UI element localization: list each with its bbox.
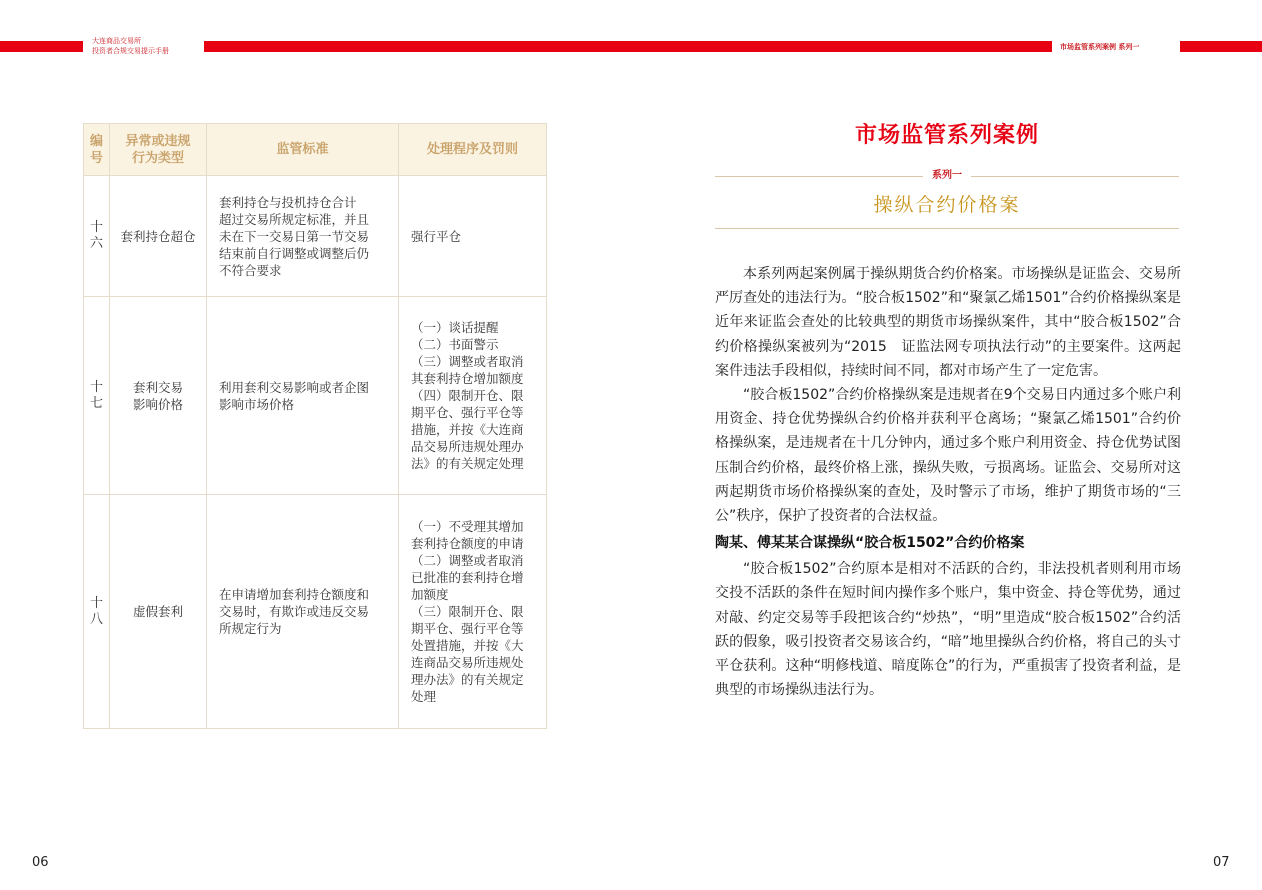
row-penalty-line: 期平仓、强行平仓等 bbox=[411, 621, 524, 636]
row-number-line: 八 bbox=[89, 611, 103, 627]
header-text-line: 行为类型 bbox=[131, 150, 184, 166]
row-violation-type-line: 虚假套利 bbox=[132, 604, 183, 619]
series-line-right bbox=[971, 176, 1179, 177]
row-standard bbox=[207, 297, 399, 495]
page-number-right: 07 bbox=[1213, 855, 1230, 870]
row-penalty-line: 处理 bbox=[411, 689, 437, 704]
header-text-line: 号 bbox=[89, 150, 103, 166]
page-number-left: 06 bbox=[32, 855, 49, 870]
page-title: 市场监管系列案例 bbox=[854, 123, 1039, 148]
row-penalty-line: （一）不受理其增加 bbox=[411, 519, 524, 534]
row-violation-type bbox=[110, 495, 207, 729]
header-left-title bbox=[92, 36, 169, 56]
series-label: 系列一 bbox=[932, 170, 962, 181]
table-row bbox=[84, 297, 547, 495]
header-red-bar-right bbox=[1180, 41, 1262, 52]
row-standard-line: 未在下一交易日第一节交易 bbox=[219, 228, 370, 244]
row-penalty-line: （三）限制开仓、限 bbox=[411, 604, 524, 619]
row-standard-line: 所规定行为 bbox=[219, 621, 282, 636]
row-number bbox=[84, 495, 110, 729]
row-penalty-line: 品交易所违规处理办 bbox=[411, 439, 524, 454]
row-standard-line: 利用套利交易影响或者企图 bbox=[219, 379, 370, 395]
row-number bbox=[84, 297, 110, 495]
row-standard-line: 超过交易所规定标准，并且 bbox=[219, 211, 370, 227]
row-standard-line: 交易时，有欺诈或违反交易 bbox=[219, 604, 370, 619]
header-red-bar-center bbox=[204, 41, 1052, 52]
header-right-title: 市场监管系列案例 系列一 bbox=[1060, 43, 1140, 51]
row-number-line: 六 bbox=[89, 236, 103, 251]
row-standard-line: 不符合要求 bbox=[219, 262, 282, 278]
row-penalty-line: （二）调整或者取消 bbox=[411, 553, 524, 568]
row-penalty-line: 法》的有关规定处理 bbox=[411, 456, 524, 471]
row-penalty bbox=[399, 297, 547, 495]
row-standard-line: 结束前自行调整或调整后仍 bbox=[219, 245, 370, 261]
row-penalty-line: 期平仓、强行平仓等 bbox=[411, 405, 524, 420]
row-number-line: 十 bbox=[89, 379, 103, 395]
subtitle-underline bbox=[715, 228, 1179, 229]
row-penalty-line: 处置措施，并按《大 bbox=[411, 638, 524, 653]
row-standard bbox=[207, 495, 399, 729]
header-left-line1: 大连商品交易所 bbox=[92, 37, 141, 45]
table-row bbox=[84, 176, 547, 297]
row-standard-line: 在申请增加套利持仓额度和 bbox=[219, 587, 370, 602]
row-standard-line: 影响市场价格 bbox=[219, 396, 295, 412]
row-penalty bbox=[399, 495, 547, 729]
header-violation-type bbox=[110, 124, 207, 176]
row-penalty-line: 其套利持仓增加额度 bbox=[411, 371, 524, 386]
row-penalty-line: （四）限制开仓、限 bbox=[411, 388, 524, 403]
row-penalty-line: 连商品交易所违规处 bbox=[411, 655, 524, 670]
header-penalty bbox=[399, 124, 547, 176]
row-violation-type-line: 套利持仓超仓 bbox=[120, 228, 196, 244]
row-standard bbox=[207, 176, 399, 297]
paragraph-intro: 本系列两起案例属于操纵期货合约价格案。市场操纵是证监会、交易所严厉查处的违法行为。“胶合板1502”和“聚氯乙烯1501”合约价格操纵案是近年来证监会查处的比较典型的期货市场操纵案件，其中“胶合板1502”合约价格操纵案被列为“2015 证监法网专项执法行动”的主要案件。这两起案件违法手段相似，持续时间不同，都对市场产生了一定危害。 bbox=[715, 266, 1181, 379]
regulation-table bbox=[83, 123, 547, 729]
row-violation-type-line: 套利交易 bbox=[132, 379, 183, 395]
case-subtitle: 操纵合约价格案 bbox=[873, 194, 1021, 216]
row-penalty-line: 加额度 bbox=[411, 587, 449, 602]
row-penalty-line: 措施，并按《大连商 bbox=[411, 422, 524, 437]
header-standard bbox=[207, 124, 399, 176]
paragraph-summary: “胶合板1502”合约价格操纵案是违规者在9个交易日内通过多个账户利用资金、持仓优势操纵合约价格并获利平仓离场；“聚氯乙烯1501”合约价格操纵案，是违规者在十几分钟内，通过多个账户利用资金、持仓优势试图压制合约价格，最终价格上涨，操纵失败，亏损离场。证监会、交易所对这两起期货市场价格操纵案的查处，及时警示了市场，维护了期货市场的“三公”秩序，保护了投资者的合法权益。 bbox=[715, 387, 1181, 525]
header-left-line2: 投资者合规交易提示手册 bbox=[92, 47, 169, 55]
paragraph-case: “胶合板1502”合约原本是相对不活跃的合约，非法投机者则利用市场交投不活跃的条件在短时间内操作多个账户，集中资金、持仓等优势，通过对敲、约定交易等手段把该合约“炒热”，“明”里造成“胶合板1502”合约活跃的假象，吸引投资者交易该合约，“暗”地里操纵合约价格，将自己的头寸平仓获利。这种“明修栈道、暗度陈仓”的行为，严重损害了投资者利益，是典型的市场操纵违法行为。 bbox=[715, 561, 1181, 699]
table-row bbox=[84, 495, 547, 729]
row-penalty-line: （二）书面警示 bbox=[411, 337, 499, 352]
row-standard-line: 套利持仓与投机持仓合计 bbox=[219, 194, 357, 210]
row-penalty-line: 理办法》的有关规定 bbox=[411, 672, 524, 687]
row-penalty bbox=[399, 176, 547, 297]
header-red-bar-left bbox=[0, 41, 83, 52]
row-penalty-line: 强行平仓 bbox=[411, 228, 462, 244]
row-violation-type bbox=[110, 297, 207, 495]
row-violation-type-line: 影响价格 bbox=[132, 396, 183, 412]
header-text-line: 异常或违规 bbox=[125, 133, 191, 149]
row-number bbox=[84, 176, 110, 297]
case-heading: 陶某、傅某某合谋操纵“胶合板1502”合约价格案 bbox=[715, 535, 1025, 552]
row-number-line: 七 bbox=[89, 395, 103, 411]
article-body bbox=[715, 262, 1181, 702]
row-penalty-line: 套利持仓额度的申请 bbox=[411, 536, 524, 551]
header-text-line: 处理程序及罚则 bbox=[426, 142, 518, 157]
row-penalty-line: （一）谈话提醒 bbox=[411, 320, 499, 335]
table-header-row bbox=[84, 124, 547, 176]
header-text-line: 监管标准 bbox=[276, 142, 329, 157]
series-divider bbox=[715, 170, 1179, 182]
row-penalty-line: （三）调整或者取消 bbox=[411, 354, 524, 369]
row-number-line: 十 bbox=[89, 595, 103, 611]
row-number-line: 十 bbox=[89, 220, 103, 235]
header-text-line: 编 bbox=[89, 133, 103, 149]
header-number bbox=[84, 124, 110, 176]
row-penalty-line: 已批准的套利持仓增 bbox=[411, 570, 524, 585]
row-violation-type bbox=[110, 176, 207, 297]
